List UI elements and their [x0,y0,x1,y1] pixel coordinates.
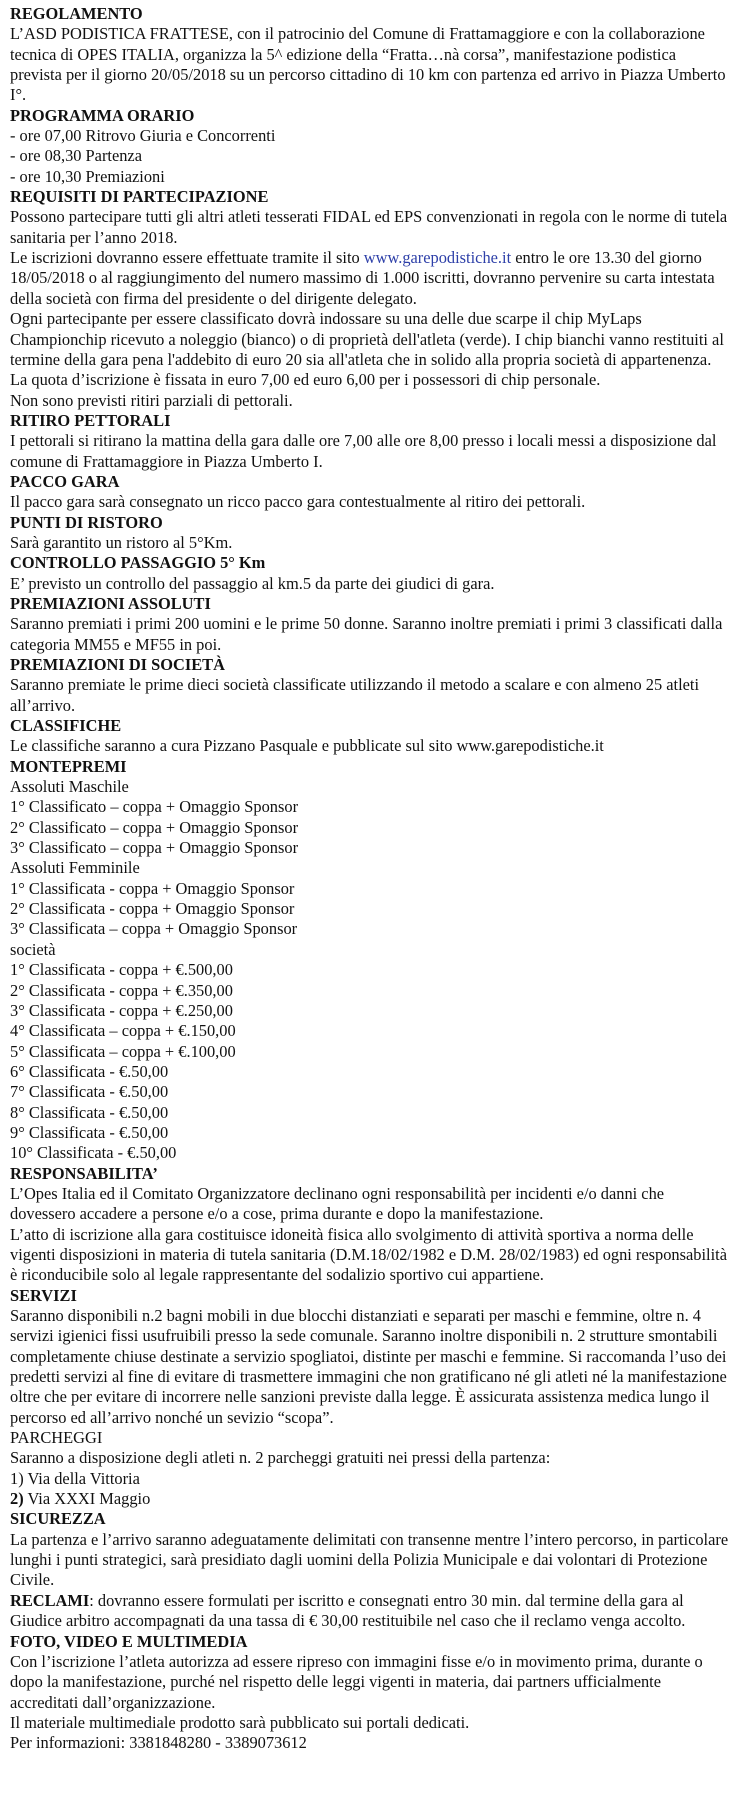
section-heading-pacco: PACCO GARA [10,471,120,491]
prize-line: 3° Classificata – coppa + Omaggio Sponsor [10,919,298,939]
programma-line: - ore 08,30 Partenza [10,146,142,166]
section-heading-controllo: CONTROLLO PASSAGGIO 5° Km [10,553,266,573]
section-heading-servizi: SERVIZI [10,1285,77,1305]
ritiro-text: I pettorali si ritirano la mattina della gara dalle ore 7,00 alle ore 8,00 presso i locali messi a disposizione dal comune di Frattamaggiore in Piazza Umberto I. [10,431,717,471]
montepremi-femminili-title: Assoluti Femminile [10,858,140,878]
section-heading-premiazioni-societa: PREMIAZIONI DI SOCIETÀ [10,655,225,674]
reclami-text: : dovranno essere formulati per iscritto e consegnati entro 30 min. dal termine della gara al Giudice arbitro accompagnati da una tassa di € 30,00 restituibile nel caso che il reclamo venga accolto. [10,1590,686,1631]
section-heading-sicurezza: SICUREZZA [10,1509,106,1529]
section-heading-requisiti: REQUISITI DI PARTECIPAZIONE [10,187,269,207]
prize-line: 3° Classificato – coppa + Omaggio Sponsor [10,838,299,858]
foto-paragraph: Il materiale multimediale prodotto sarà pubblicato sui portali dedicati. [10,1712,470,1732]
parcheggi-item [10,1489,730,1509]
parcheggi-item-number: 2) [10,1489,24,1509]
parcheggi-item: 1) Via della Vittoria [10,1468,140,1488]
requisiti-quota-paragraph: La quota d’iscrizione è fissata in euro 7,00 ed euro 6,00 per i possessori di chip personale. [10,370,601,390]
prize-line: 5° Classificata – coppa + €.100,00 [10,1041,236,1061]
section-heading-responsabilita: RESPONSABILITA’ [10,1163,158,1183]
prize-line: 10° Classificata - €.50,00 [10,1143,177,1163]
requisiti-iscrizioni-paragraph [10,248,730,309]
premiazioni-societa-text: Saranno premiate le prime dieci società classificate utilizzando il metodo a scalare e con almeno 25 atleti all’arrivo. [10,675,700,715]
contact-info: Per informazioni: 3381848280 - 3389073612 [10,1733,307,1753]
responsabilita-paragraph: L’Opes Italia ed il Comitato Organizzatore declinano ogni responsabilità per incidenti e/o danni che dovessero accadere a persone e/o a cose, prima durante e dopo la manifestazione. [10,1183,665,1224]
prize-line: 9° Classificata - €.50,00 [10,1122,169,1142]
prize-line: 6° Classificata - €.50,00 [10,1061,169,1081]
prize-line: 1° Classificata - coppa + €.500,00 [10,960,233,980]
prize-line: 1° Classificata - coppa + Omaggio Sponsor [10,878,295,898]
prize-line: 4° Classificata – coppa + €.150,00 [10,1021,236,1041]
section-heading-programma: PROGRAMMA ORARIO [10,105,195,125]
foto-paragraph: Con l’iscrizione l’atleta autorizza ad essere ripreso con immagini fisse e/o in movimento prima, durante o dopo la manifestazione, purché nel rispetto delle leggi vigenti in materia, dai partners ufficialmente accreditati dall’organizzazione. [10,1651,703,1712]
programma-line: - ore 10,30 Premiazioni [10,166,165,186]
section-heading-ristoro: PUNTI DI RISTORO [10,512,163,532]
pacco-text: Il pacco gara sarà consegnato un ricco pacco gara contestualmente al ritiro dei pettorali. [10,492,586,512]
regolamento-text: L’ASD PODISTICA FRATTESE, con il patrocinio del Comune di Frattamaggiore e con la collaborazione tecnica di OPES ITALIA, organizza la 5^ edizione della “Fratta…nà corsa”, manifestazione podistica prevista per il giorno 20/05/2018 su un percorso cittadino di 10 km con partenza ed arrivo in Piazza Umberto I°. [10,24,726,105]
montepremi-societa-title: società [10,939,56,959]
responsabilita-paragraph: L’atto di iscrizione alla gara costituisce idoneità fisica allo svolgimento di attività sportiva a norma delle vigenti disposizioni in materia di tutela sanitaria (D.M.18/02/1982 e D.M. 28/02/1983) ed ogni responsabilità è riconducibile solo al legale rappresentante del sodalizio sportivo cui appartiene. [10,1224,727,1285]
prize-line: 8° Classificata - €.50,00 [10,1102,169,1122]
prize-line: 2° Classificata - coppa + Omaggio Sponsor [10,899,295,919]
section-heading-regolamento: REGOLAMENTO [10,4,143,23]
garepodistiche-link[interactable]: www.garepodistiche.it [363,248,512,268]
reclami-label: RECLAMI [10,1590,90,1610]
sicurezza-text: La partenza e l’arrivo saranno adeguatamente delimitati con transenne mentre l’intero percorso, in particolare lunghi i punti strategici, sarà presidiato dagli uomini della Polizia Municipale e dai volontari di Protezione Civile. [10,1529,729,1590]
section-heading-montepremi: MONTEPREMI [10,756,127,776]
ristoro-text: Sarà garantito un ristoro al 5°Km. [10,532,233,552]
classifiche-text: Le classifiche saranno a cura Pizzano Pasquale e pubblicate sul sito www.garepodistiche.it [10,736,604,756]
section-heading-ritiro: RITIRO PETTORALI [10,410,171,430]
prize-line: 2° Classificato – coppa + Omaggio Sponsor [10,817,299,837]
requisiti-paragraph: Possono partecipare tutti gli altri atleti tesserati FIDAL ed EPS convenzionati in regola con le norme di tutela sanitaria per l’anno 2018. [10,207,728,247]
prize-line: 7° Classificata - €.50,00 [10,1082,169,1102]
iscrizioni-text-before: Le iscrizioni dovranno essere effettuate tramite il sito [10,248,364,268]
montepremi-maschili-title: Assoluti Maschile [10,777,129,797]
servizi-text: Saranno disponibili n.2 bagni mobili in due blocchi distanziati e separati per maschi e femmine, oltre n. 4 servizi igienici fissi usufruibili presso la sede comunale. Saranno inoltre disponibili n. 2 strutture smontabili completamente chiuse destinate a servizio spogliatoi, distinte per maschi e femmine. Si raccomanda l’uso dei predetti servizi al fine di evitare di trasmettere immagini che non gratificano né gli atleti né la manifestazione oltre che per evitare di incorrere nelle sanzioni previste dalla legge. È assicurata assistenza medica lungo il percorso ed all’arrivo nonché un sevizio “scopa”. [10,1306,727,1427]
iscrizioni-text-after: entro le ore 13.30 del giorno 18/05/2018 o al raggiungimento del numero massimo di 1.000 iscritti, dovranno pervenire su carta intestata della società con firma del presidente o del dirigente delegato. [10,248,715,308]
parcheggi-text: Saranno a disposizione degli atleti n. 2 parcheggi gratuiti nei pressi della partenza: [10,1448,551,1468]
prize-line: 1° Classificato – coppa + Omaggio Sponsor [10,797,299,817]
section-heading-foto: FOTO, VIDEO E MULTIMEDIA [10,1631,248,1651]
prize-line: 3° Classificata - coppa + €.250,00 [10,1000,233,1020]
reclami-paragraph [10,1591,730,1632]
controllo-text: E’ previsto un controllo del passaggio al km.5 da parte dei giudici di gara. [10,573,495,593]
section-heading-classifiche: CLASSIFICHE [10,716,122,736]
programma-line: - ore 07,00 Ritrovo Giuria e Concorrenti [10,126,276,146]
premiazioni-assoluti-text: Saranno premiati i primi 200 uomini e le prime 50 donne. Saranno inoltre premiati i primi 3 classificati dalla categoria MM55 e MF55 in poi. [10,614,723,654]
requisiti-ritiri-paragraph: Non sono previsti ritiri parziali di pettorali. [10,390,293,410]
section-heading-parcheggi: PARCHEGGI [10,1428,103,1448]
prize-line: 2° Classificata - coppa + €.350,00 [10,980,233,1000]
requisiti-chip-paragraph: Ogni partecipante per essere classificato dovrà indossare su una delle due scarpe il chip MyLaps Championchip ricevuto a noleggio (bianco) o di proprietà dell'atleta (verde). I chip bianchi vanno restituiti al termine della gara pena l'addebito di euro 20 sia all'atleta che in solido alla propria società di appartenenza. [10,309,724,369]
parcheggi-item-text: Via XXXI Maggio [23,1489,151,1509]
section-heading-premiazioni-assoluti: PREMIAZIONI ASSOLUTI [10,593,211,613]
